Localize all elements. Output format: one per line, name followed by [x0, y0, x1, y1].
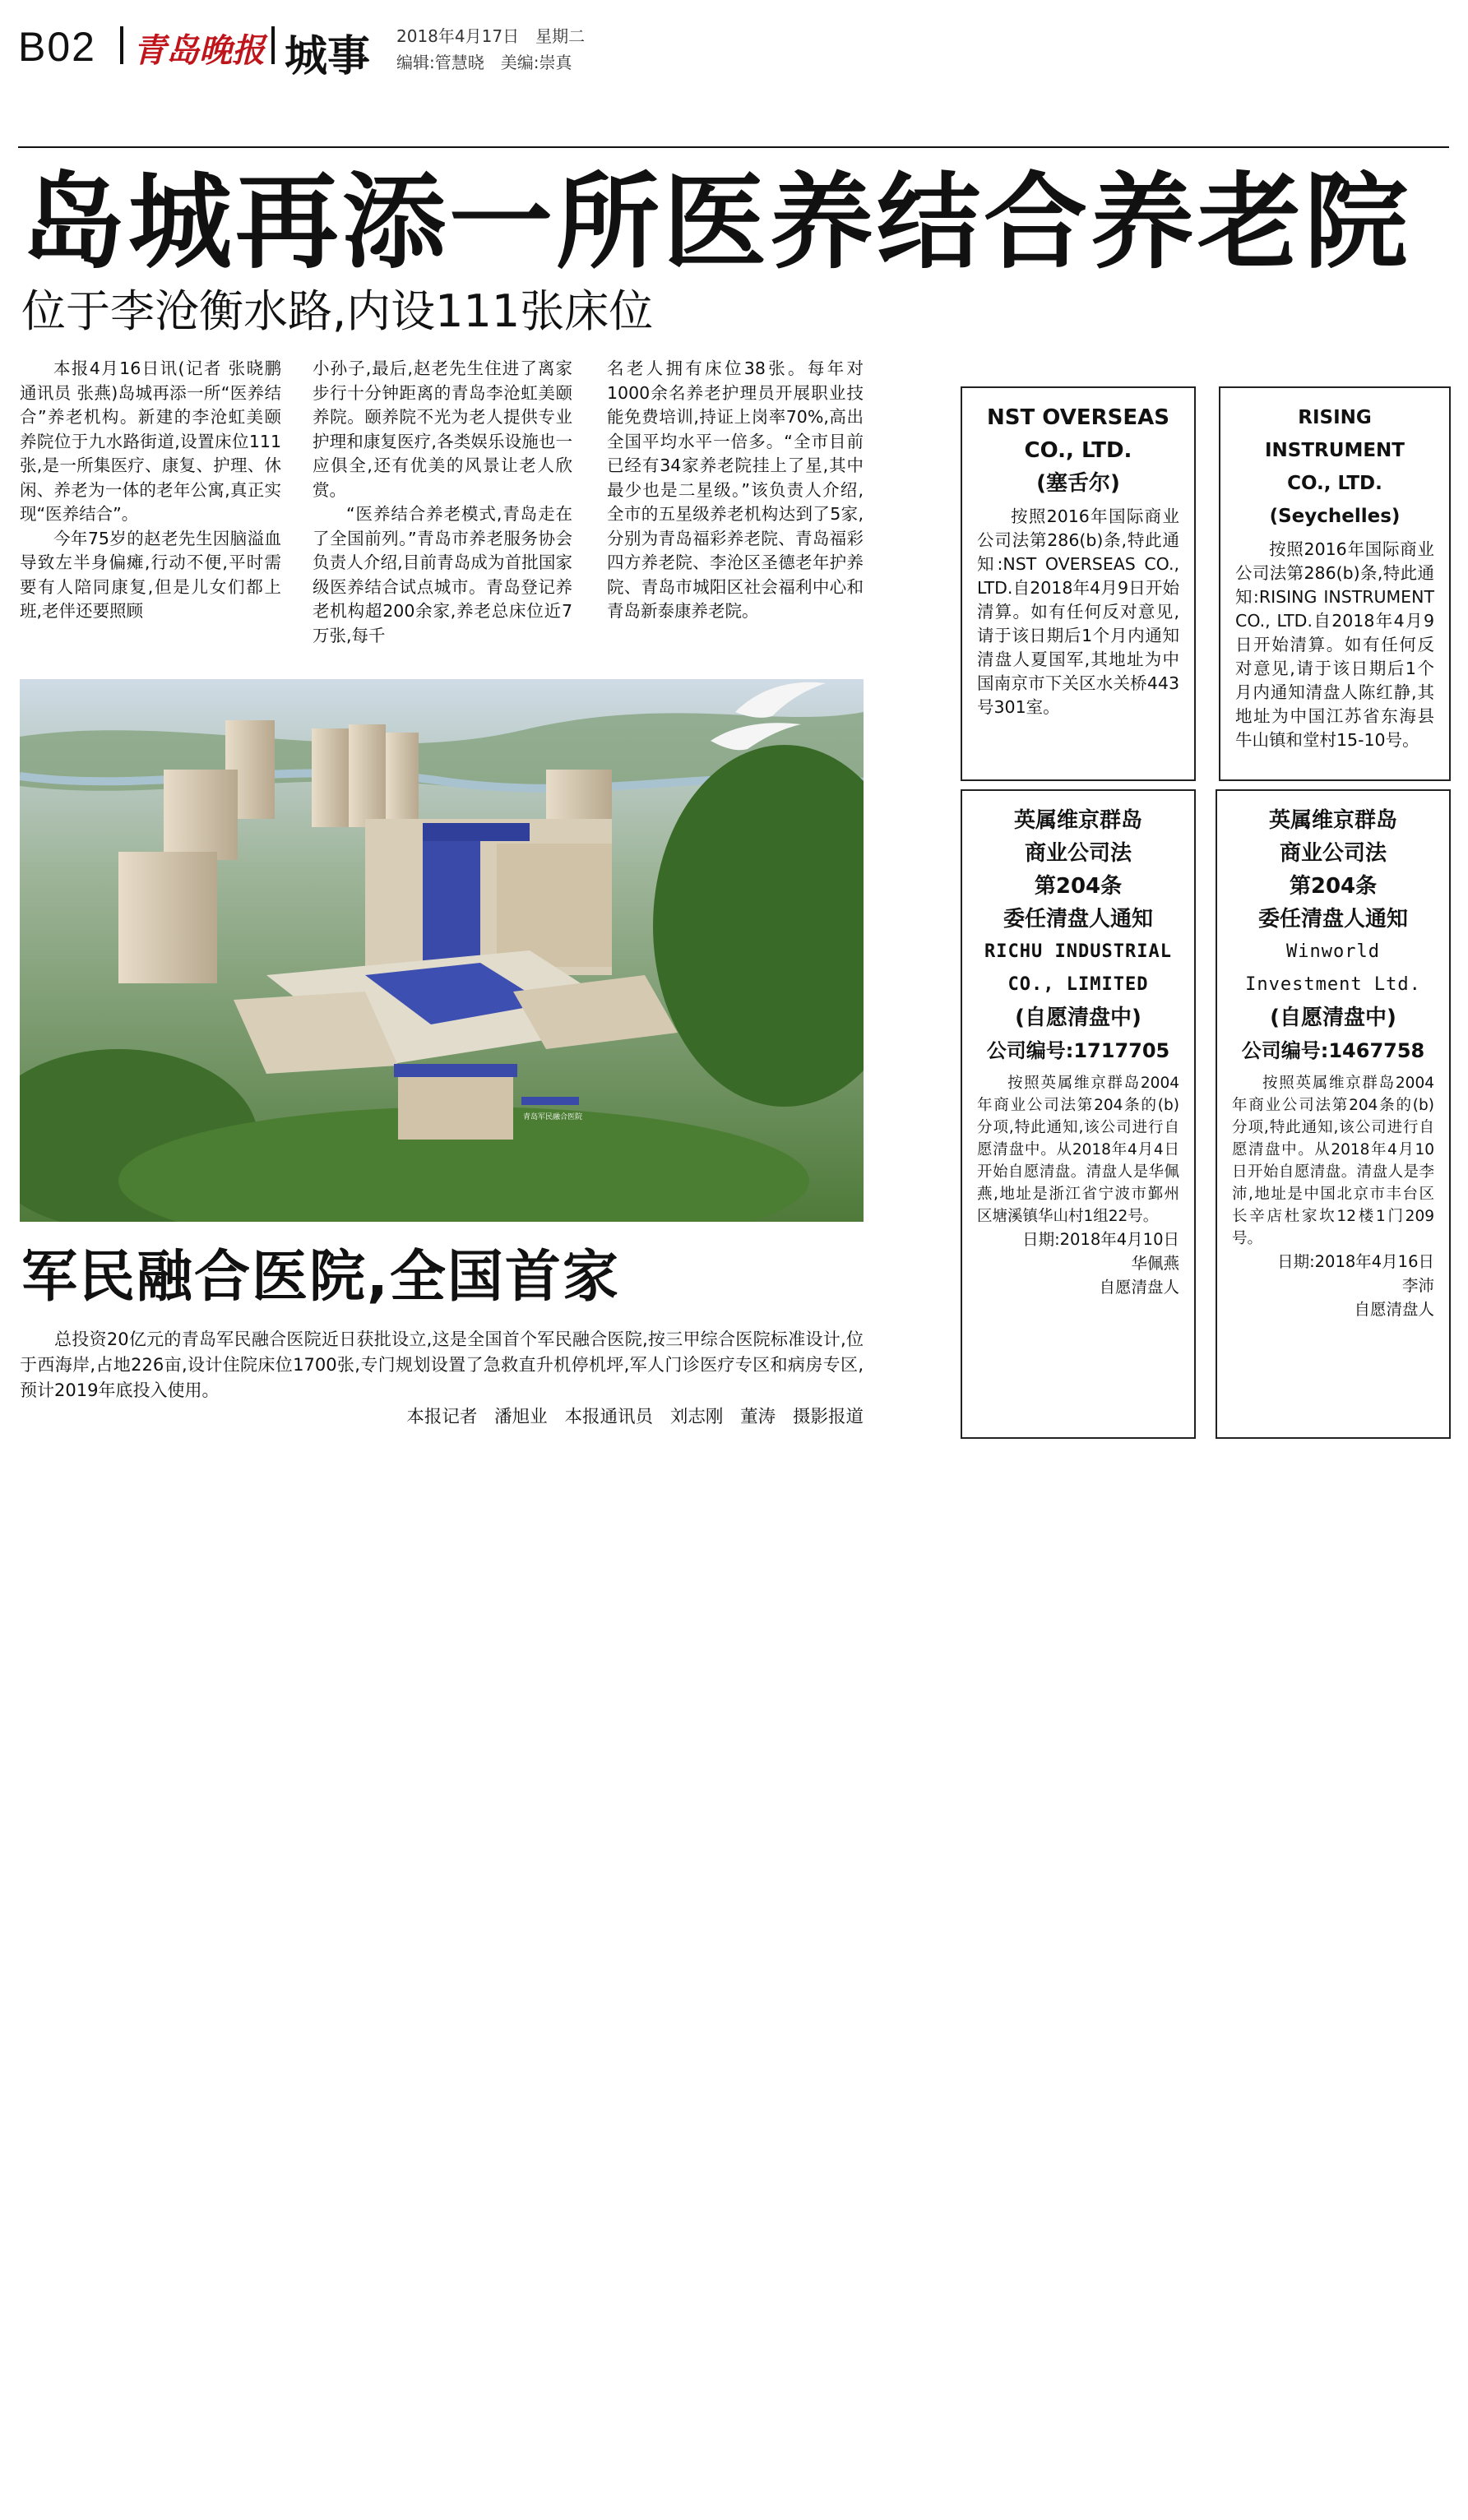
notice-title-line: NST OVERSEAS	[987, 405, 1169, 430]
issue-date: 2018年4月17日 星期二	[396, 26, 586, 46]
notice-title-line: 英属维京群岛	[1268, 808, 1397, 833]
liquidation-notice	[961, 386, 1196, 781]
paragraph: 名老人拥有床位38张。每年对1000余名养老护理员开展职业技能免费培训,持证上岗率70%,高出全国平均水平一倍多。“全市目前已经有34家养老院挂上了星,其中最少也是二星级。”该负责人介绍,全市的五星级养老机构达到了5家,分别为青岛福彩养老院、青岛福彩四方养老院、李沧区圣德老年护养院、青岛市城阳区社会福利中心和青岛新泰康养老院。	[607, 358, 864, 621]
notice-body: 按照英属维京群岛2004年商业公司法第204条的(b)分项,特此通知,该公司进行自愿清盘中。从2018年4月4日开始自愿清盘。清盘人是华佩燕,地址是浙江省宁波市鄞州区塘溪镇华山村1组22号。	[977, 1075, 1179, 1225]
notice-title-line: (Seychelles)	[1269, 506, 1401, 527]
company-number: 公司编号:1467758	[1241, 1039, 1425, 1062]
notice-title-line: CO., LTD.	[1287, 473, 1382, 494]
notice-body: 按照2016年国际商业公司法第286(b)条,特此通知:RISING INSTRUMENT CO., LTD.自2018年4月9日开始清算。如有任何反对意见,请于该日期后1个月内通知清盘人陈红静,其地址为中国江苏省东海县牛山镇和堂村15-10号。	[1235, 539, 1434, 750]
page-number: B02	[18, 24, 96, 70]
notice-title-line: 商业公司法	[1279, 841, 1387, 866]
editor-credit: 编辑:管慧晓 美编:崇真	[396, 53, 572, 72]
notice-title-line: CO., LIMITED	[1007, 974, 1149, 995]
paragraph: 今年75岁的赵老先生因脑溢血导致左半身偏瘫,行动不便,平时需要有人陪同康复,但是儿女们都上班,老伴还要照顾	[20, 528, 281, 621]
newspaper-logo: 青岛晚报	[133, 31, 265, 70]
paragraph: “医养结合养老模式,青岛走在了全国前列。”青岛市养老服务协会负责人介绍,目前青岛成为首批国家级医养结合试点城市。青岛登记养老机构超200余家,养老总床位近7万张,每千	[313, 504, 572, 645]
notice-body: 按照英属维京群岛2004年商业公司法第204条的(b)分项,特此通知,该公司进行自愿清盘中。从2018年4月10日开始自愿清盘。清盘人是李沛,地址是中国北京市丰台区长辛店杜家坎12楼1门209号。	[1232, 1075, 1434, 1247]
notice-title-line: 委任清盘人通知	[1003, 907, 1153, 932]
notice-date: 日期:2018年4月10日	[1022, 1230, 1179, 1249]
notice-title-line: RISING INSTRUMENT	[1265, 407, 1405, 461]
liquidator-name: 华佩燕	[1131, 1254, 1179, 1273]
photo-byline: 本报记者 潘旭业 本报通讯员 刘志刚 董涛 摄影报道	[406, 1407, 864, 1427]
photo-sign: 青岛军民融合医院	[522, 1113, 583, 1121]
header-rule	[18, 146, 1449, 148]
hospital-rendering-image	[20, 679, 864, 1222]
company-number: 公司编号:1717705	[986, 1039, 1170, 1062]
liquidator-title: 自愿清盘人	[1099, 1278, 1179, 1297]
notice-title-line: (塞舌尔)	[1036, 471, 1120, 496]
header-divider	[120, 26, 123, 64]
notice-title-line: 委任清盘人通知	[1257, 907, 1408, 932]
notice-title-line: 第204条	[1034, 874, 1123, 899]
paragraph: 本报4月16日讯(记者 张晓鹏 通讯员 张燕)岛城再添一所“医养结合”养老机构。新建的李沧虹美颐养院位于九水路街道,设置床位111张,是一所集医疗、康复、护理、休闲、养老为一体的老年公寓,真正实现“医养结合”。	[20, 358, 281, 524]
secondary-story: 总投资20亿元的青岛军民融合医院近日获批设立,这是全国首个军民融合医院,按三甲综合医院标准设计,位于西海岸,占地226亩,设计住院床位1700张,专门规划设置了急救直升机停机坪,军人门诊医疗专区和病房专区,预计2019年底投入使用。	[20, 1329, 864, 1400]
liquidator-appointment-notice	[1216, 789, 1451, 1439]
article-column-1	[20, 357, 281, 624]
notice-date: 日期:2018年4月16日	[1277, 1252, 1434, 1271]
liquidator-title: 自愿清盘人	[1354, 1300, 1434, 1319]
main-headline: 岛城再添一所医养结合养老院	[21, 162, 1411, 283]
notice-title-line: (自愿清盘中)	[1270, 1006, 1396, 1030]
section-title: 城事	[285, 32, 371, 81]
paragraph: 小孙子,最后,赵老先生住进了离家步行十分钟距离的青岛李沧虹美颐养院。颐养院不光为老人提供专业护理和康复医疗,各类娱乐设施也一应俱全,还有优美的风景让老人欣赏。	[313, 358, 572, 500]
notice-title-line: 商业公司法	[1024, 841, 1132, 866]
notice-body: 按照2016年国际商业公司法第286(b)条,特此通知:NST OVERSEAS CO., LTD.自2018年4月9日开始清算。如有任何反对意见,请于该日期后1个月内通知清盘人夏国军,其地址为中国南京市下关区水关桥443号301室。	[977, 506, 1179, 717]
notice-title-line: 第204条	[1289, 874, 1378, 899]
notice-title-line: Winworld	[1286, 941, 1380, 962]
liquidation-notice	[1219, 386, 1451, 781]
article-column-3	[607, 357, 864, 624]
notice-title-line: RICHU INDUSTRIAL	[984, 941, 1172, 962]
notice-title-line: 英属维京群岛	[1013, 808, 1142, 833]
notice-title-line: Investment Ltd.	[1245, 974, 1421, 995]
liquidator-name: 李沛	[1401, 1276, 1434, 1295]
main-subheadline: 位于李沧衡水路,内设111张床位	[21, 285, 654, 337]
header-divider	[271, 26, 275, 64]
article-column-2	[313, 357, 572, 648]
notice-title-line: CO., LTD.	[1024, 438, 1132, 463]
notice-title-line: (自愿清盘中)	[1015, 1006, 1142, 1030]
liquidator-appointment-notice	[961, 789, 1196, 1439]
secondary-headline: 军民融合医院,全国首家	[21, 1245, 620, 1310]
